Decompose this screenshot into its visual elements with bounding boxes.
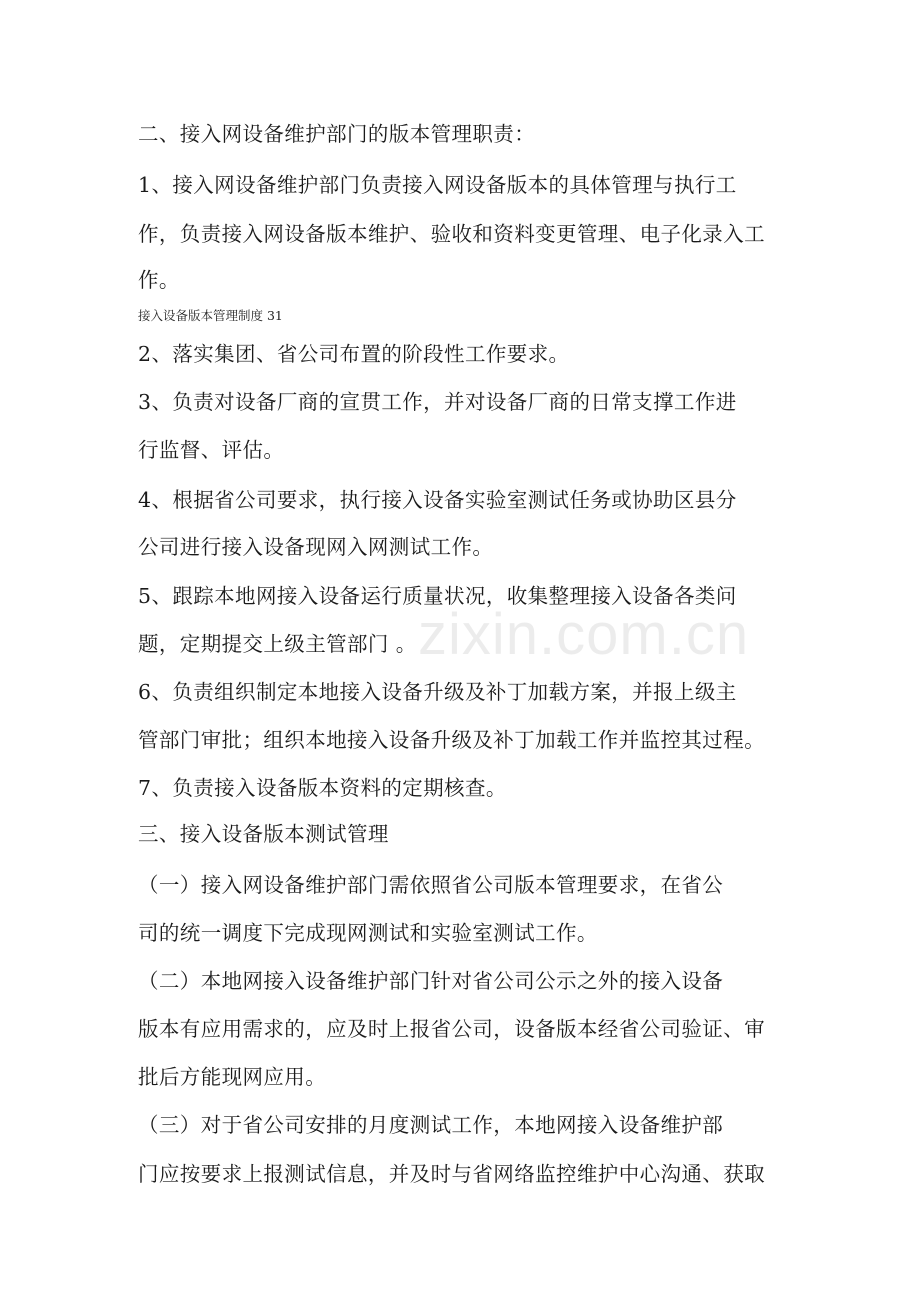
paragraph-line: 作，负责接入网设备版本维护、验收和资料变更管理、电子化录入工: [138, 222, 765, 246]
paragraph-line: 门应按要求上报测试信息，并及时与省网络监控维护中心沟通、获取: [138, 1162, 765, 1186]
paragraph-line: （一）接入网设备维护部门需依照省公司版本管理要求，在省公: [138, 873, 724, 897]
paragraph-line: 题，定期提交上级主管部门 。: [138, 632, 417, 656]
paragraph-line: 作。: [138, 268, 180, 292]
paragraph-line: 1、接入网设备维护部门负责接入网设备版本的具体管理与执行工: [138, 173, 737, 197]
paragraph-line: 版本有应用需求的，应及时上报省公司，设备版本经省公司验证、审: [138, 1017, 765, 1041]
paragraph-line: 批后方能现网应用。: [138, 1065, 327, 1089]
page-footer-label: 接入设备版本管理制度 31: [138, 308, 283, 323]
paragraph-line: 行监督、评估。: [138, 438, 285, 462]
paragraph-line: 2、落实集团、省公司布置的阶段性工作要求。: [138, 342, 570, 366]
paragraph-line: （三）对于省公司安排的月度测试工作，本地网接入设备维护部: [138, 1113, 724, 1137]
paragraph-line: 管部门审批；组织本地接入设备升级及补丁加载工作并监控其过程。: [138, 728, 765, 752]
section-heading-3: 三、接入设备版本测试管理: [138, 822, 389, 846]
paragraph-line: 6、负责组织制定本地接入设备升级及补丁加载方案，并报上级主: [138, 680, 737, 704]
paragraph-line: 4、根据省公司要求，执行接入设备实验室测试任务或协助区县分: [138, 488, 737, 512]
paragraph-line: 3、负责对设备厂商的宣贯工作，并对设备厂商的日常支撑工作进: [138, 390, 737, 414]
watermark: zixin.com.cn: [418, 602, 750, 667]
paragraph-line: 公司进行接入设备现网入网测试工作。: [138, 535, 494, 559]
paragraph-line: 司的统一调度下完成现网测试和实验室测试工作。: [138, 921, 598, 945]
paragraph-line: 5、跟踪本地网接入设备运行质量状况，收集整理接入设备各类问: [138, 584, 737, 608]
paragraph-line: （二）本地网接入设备维护部门针对省公司公示之外的接入设备: [138, 969, 724, 993]
section-heading-2: 二、接入网设备维护部门的版本管理职责：: [138, 122, 536, 146]
paragraph-line: 7、负责接入设备版本资料的定期核查。: [138, 776, 507, 800]
